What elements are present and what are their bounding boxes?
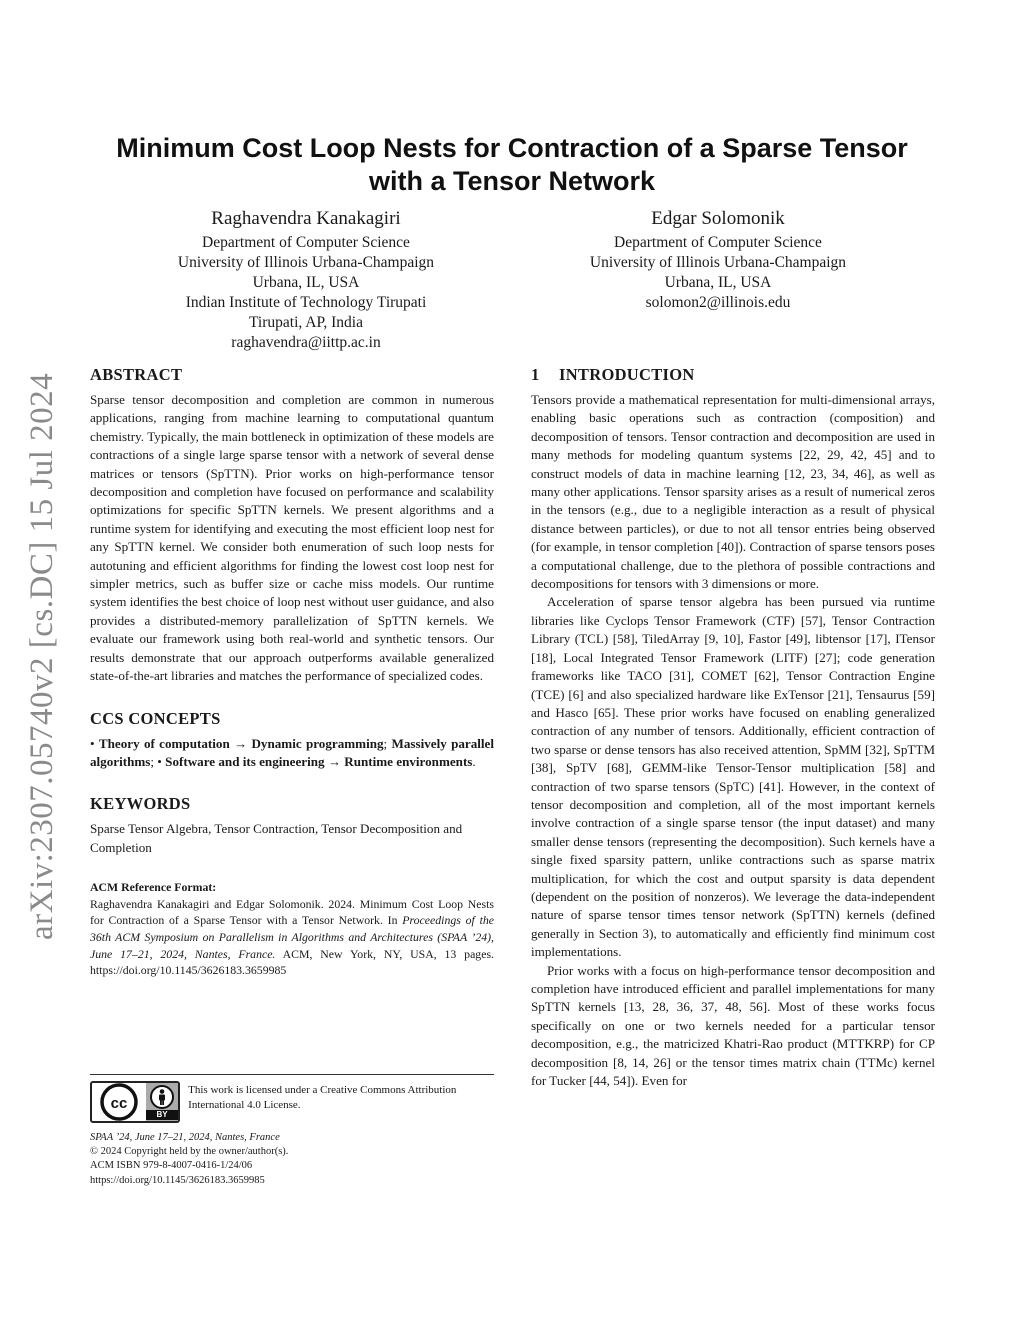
author-affiliation: University of Illinois Urbana-Champaign: [589, 254, 847, 271]
author-name: Edgar Solomonik: [651, 208, 785, 229]
copyright-line: © 2024 Copyright held by the owner/author(s).: [90, 1146, 289, 1158]
arrow-icon: →: [234, 735, 248, 751]
license-block: [90, 1074, 494, 1123]
ccs-term: Theory of computation: [98, 735, 230, 751]
cc-logo-icon: [92, 1083, 146, 1121]
ccs-heading: CCS CONCEPTS: [90, 708, 221, 728]
ccs-term: Runtime environments: [344, 753, 473, 769]
author-affiliation: Department of Computer Science: [614, 234, 822, 251]
intro-paragraph-1: Tensors provide a mathematical representation for multi-dimensional arrays, enabling basic operations such as contraction (composition) and decomposition of tensors. Tensor contraction and decomposition are used in many methods for modeling quantum systems [22, 29, 42, 45] and to construct models of data in machine learning [12, 23, 34, 46], as well as many other applications. Tensor sparsity arises as a result of numerical zeros in the tensors (e.g., due to a negligible interaction as a result of physical distance between particles), or due to not all tensor entries being observed (for example, in tensor completion [40]). Contraction of sparse tensors poses a computational challenge, due to the plethora of possible contractions and decompositions for tensors with 3 dimensions or more.: [531, 392, 935, 592]
section-number: 1: [531, 365, 540, 384]
title-line-1: Minimum Cost Loop Nests for Contraction of a Sparse Tensor: [116, 133, 908, 163]
acm-reference-text: Raghavendra Kanakagiri and Edgar Solomonik. 2024. Minimum Cost Loop Nests for Contraction of a Sparse Tensor with a Tensor Network. In: [90, 896, 494, 928]
license-text: This work is licensed under a Creative Commons Attribution International 4.0 License.: [188, 1084, 457, 1111]
abstract-text: Sparse tensor decomposition and completion are common in numerous applications, ranging from machine learning to computational quantum chemistry. Typically, the main bottleneck in optimization of these models are contractions of a single large sparse tensor with a network of several dense matrices or tensors (SpTTN). Prior works on high-performance tensor decomposition and completion have focused on performance and scalability optimizations for specific SpTTN kernels. We present algorithms and a runtime system for identifying and executing the most efficient loop nest for any SpTTN kernel. We consider both enumeration of such loop nests for autotuning and efficient algorithms for finding the lowest cost loop nest for simpler metrics, such as buffer size or cache miss models. Our runtime system identifies the best choice of loop nest without user guidance, and also provides a distributed-memory parallelization of SpTTN kernels. We evaluate our framework using both real-world and synthetic tensors. Our results demonstrate that our approach outperforms available generalized state-of-the-art libraries and matches the performance of specialized codes.: [90, 392, 494, 684]
author-affiliation: Indian Institute of Technology Tirupati: [185, 294, 427, 311]
isbn-line: ACM ISBN 979-8-4007-0416-1/24/06: [90, 1160, 253, 1172]
author-email: raghavendra@iittp.ac.in: [231, 334, 381, 351]
cc-by-badge: [90, 1081, 180, 1123]
author-affiliation: Department of Computer Science: [202, 234, 410, 251]
author-affiliation: Urbana, IL, USA: [252, 274, 360, 291]
intro-paragraph-2: Acceleration of sparse tensor algebra has been pursued via runtime libraries like Cyclops Tensor Framework (CTF) [57], Tensor Contraction Library (TCL) [58], TiledArray [9, 10], Fastor [49], libtensor [17], ITensor [18], Local Integrated Tensor Framework (LITF) [27]; code generation frameworks like TACO [31], COMET [62], Tensor Contraction Engine (TCE) [6] and also specialized hardware like ExTensor [21], Tensaurus [59] and Hasco [65]. These prior works have focused on enabling generalized contraction of any number of tensors. Additionally, efficient contraction of two sparse or dense tensors has also received attention, SpMM [32], SpTTM [38], SpTV [68], GEMM-like Tensor-Tensor multiplication [58] and contraction of two sparse tensors (SpTC) [41]. However, in the context of tensor decomposition and completion, all of the most important kernels involve contraction of a single sparse tensor (the input dataset) and many smaller dense tensors (representing the decomposition). Such kernels have a single fixed sparsity pattern, unlike contractions such as sparse matrix multiplication, for which the cost and output sparsity is data dependent (dependent on the position of nonzeros). We leverage the data-independent nature of sparse tensor times tensor network (SpTTN) kernels (defined generally in Section 3), to automatically and efficiently find minimum cost implementations.: [531, 594, 935, 960]
author-name: Raghavendra Kanakagiri: [211, 208, 401, 229]
paper-title: [90, 132, 934, 198]
publication-footer: [90, 1131, 494, 1188]
author-email: solomon2@illinois.edu: [645, 294, 791, 311]
ccs-concepts-section: [90, 708, 494, 772]
keywords-section: [90, 793, 494, 857]
keywords-text: Sparse Tensor Algebra, Tensor Contraction, Tensor Decomposition and Completion: [90, 821, 463, 855]
left-column: [90, 364, 494, 979]
right-column: [531, 364, 935, 1090]
ccs-term: Dynamic programming: [251, 735, 384, 751]
abstract-heading: ABSTRACT: [90, 365, 183, 384]
author-block-2: [518, 207, 918, 313]
doi-line: https://doi.org/10.1145/3626183.3659985: [90, 1174, 265, 1186]
ccs-term: Software and its engineering: [165, 753, 325, 769]
intro-paragraph-3: Prior works with a focus on high-performance tensor decomposition and completion have introduced efficient and parallel implementations for many SpTTN kernels [13, 28, 36, 37, 48, 56]. Most of these works focus specifically on one or two kernels needed for a particular tensor decomposition, e.g., the matricized Khatri-Rao product (MTTKRP) for CP decomposition [8, 14, 26] or the tensor times matrix chain (TTMc) kernel for Tucker [44, 54]). Even for: [531, 962, 935, 1089]
acm-reference-venue: Proceedings of the 36th ACM Symposium on Parallelism in Algorithms and Architectures (SPAA ’24), June 17–21, 2024, Nantes, France.: [90, 913, 494, 961]
title-line-2: with a Tensor Network: [368, 166, 656, 196]
conference-line: SPAA ’24, June 17–21, 2024, Nantes, France: [90, 1132, 280, 1143]
arrow-icon: →: [327, 753, 341, 769]
acm-reference-heading: ACM Reference Format:: [90, 880, 217, 895]
section-title: INTRODUCTION: [559, 365, 695, 384]
introduction-heading: [531, 364, 935, 386]
by-label: BY: [146, 1110, 178, 1120]
author-affiliation: Urbana, IL, USA: [664, 274, 772, 291]
ccs-text: • Theory of computation → Dynamic programming; Massively parallel algorithms; • Software and its engineering → Runtime environments.: [90, 735, 494, 769]
ccs-term: Massively parallel algorithms: [90, 735, 494, 769]
acm-reference-format: [90, 879, 494, 979]
attribution-person-icon: [149, 1084, 175, 1110]
author-affiliation: Tirupati, AP, India: [249, 314, 363, 331]
author-affiliation: University of Illinois Urbana-Champaign: [177, 254, 435, 271]
keywords-heading: KEYWORDS: [90, 794, 191, 814]
svg-text:cc: cc: [110, 1095, 128, 1112]
author-block-1: [106, 207, 506, 353]
acm-reference-tail: ACM, New York, NY, USA, 13 pages. https://doi.org/10.1145/3626183.3659985: [90, 946, 494, 978]
arxiv-identifier-stamp: arXiv:2307.05740v2 [cs.DC] 15 Jul 2024: [24, 372, 60, 940]
